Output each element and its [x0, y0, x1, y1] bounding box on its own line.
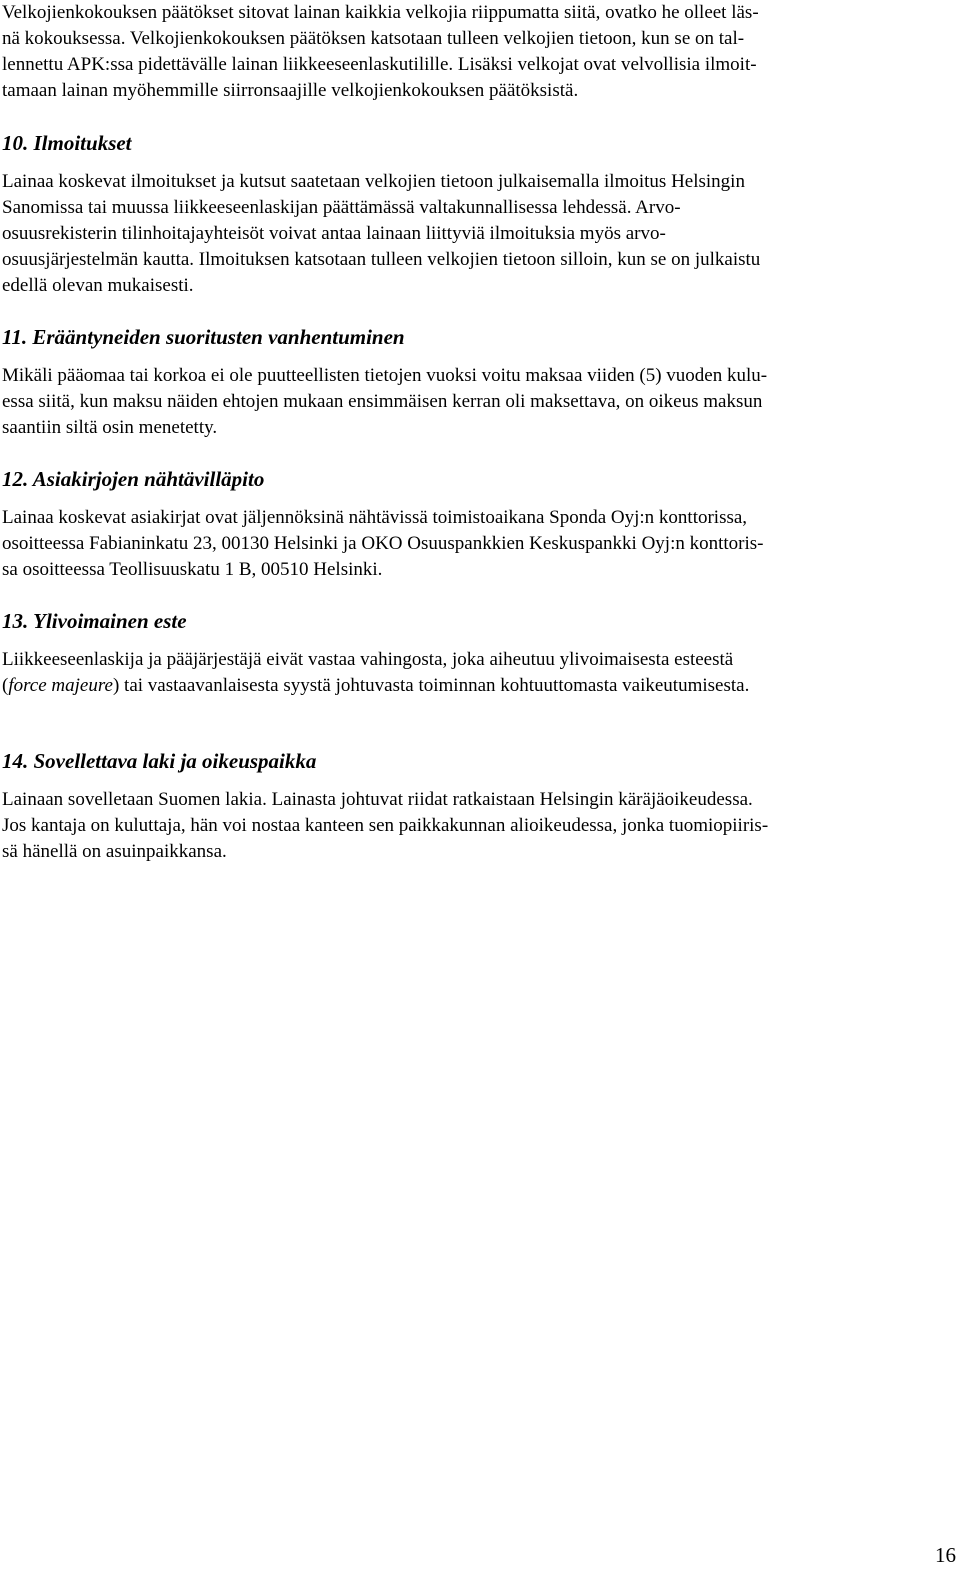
text-line: saantiin siltä osin menetetty. — [2, 417, 218, 438]
section-heading-ilmoitukset: 10. Ilmoitukset — [2, 131, 132, 155]
text-line: nä kokouksessa. Velkojienkokouksen päätöksen katsotaan tulleen velkojien tietoon, kun se on tal- — [2, 28, 745, 49]
text-line: sä hänellä on asuinpaikkansa. — [2, 841, 227, 862]
text-line: Velkojienkokouksen päätökset sitovat lainan kaikkia velkojia riippumatta siitä, ovatko he olleet läs- — [2, 2, 759, 23]
section-paragraph-sovellettava-laki — [2, 787, 954, 865]
section-heading-ylivoimainen-este: 13. Ylivoimainen este — [2, 609, 187, 633]
italic-term-force-majeure: force majeure — [8, 675, 113, 696]
intro-paragraph — [2, 0, 954, 104]
page-number: 16 — [935, 1543, 956, 1567]
text-line: lennettu APK:ssa pidettävälle lainan liikkeeseenlaskutilille. Lisäksi velkojat ovat velvollisia ilmoit- — [2, 54, 757, 75]
text-line: sa osoitteessa Teollisuuskatu 1 B, 00510 Helsinki. — [2, 559, 383, 580]
text-line: osoitteessa Fabianinkatu 23, 00130 Helsinki ja OKO Osuuspankkien Keskuspankki Oyj:n konttoris- — [2, 533, 764, 554]
text-line: Sanomissa tai muussa liikkeeseenlaskijan päättämässä valtakunnallisessa lehdessä. Arvo- — [2, 197, 681, 218]
text-line: Jos kantaja on kuluttaja, hän voi nostaa kanteen sen paikkakunnan alioikeudessa, jonka tuomiopiiris- — [2, 815, 769, 836]
text-line: Mikäli pääomaa tai korkoa ei ole puutteellisten tietojen vuoksi voitu maksaa viiden (5) vuoden kulu- — [2, 365, 768, 386]
section-heading-vanhentuminen: 11. Erääntyneiden suoritusten vanhentuminen — [2, 325, 405, 349]
section-heading-sovellettava-laki: 14. Sovellettava laki ja oikeuspaikka — [2, 749, 317, 773]
text-line: osuusrekisterin tilinhoitajayhteisöt voivat antaa lainaan liittyviä ilmoituksia myös arvo- — [2, 223, 666, 244]
text-line: Lainaan sovelletaan Suomen lakia. Lainasta johtuvat riidat ratkaistaan Helsingin käräjäoikeudessa. — [2, 789, 753, 810]
text-line: osuusjärjestelmän kautta. Ilmoituksen katsotaan tulleen velkojien tietoon silloin, kun se on julkaistu — [2, 249, 761, 270]
text-line: Liikkeeseenlaskija ja pääjärjestäjä eivät vastaa vahingosta, joka aiheutuu ylivoimaisesta esteestä — [2, 649, 734, 670]
document-body — [2, 0, 954, 865]
text-fragment: ( — [2, 675, 9, 696]
text-line: tamaan lainan myöhemmille siirronsaajille velkojienkokouksen päätöksistä. — [2, 80, 579, 101]
section-paragraph-vanhentuminen — [2, 363, 954, 441]
section-paragraph-ylivoimainen-este — [2, 647, 954, 699]
section-paragraph-asiakirjat — [2, 505, 954, 583]
text-line: Lainaa koskevat asiakirjat ovat jäljennöksinä nähtävissä toimistoaikana Sponda Oyj:n konttorissa, — [2, 507, 748, 528]
text-line: edellä olevan mukaisesti. — [2, 275, 194, 296]
text-line: essa siitä, kun maksu näiden ehtojen mukaan ensimmäisen kerran oli maksettava, on oikeus maksun — [2, 391, 763, 412]
section-paragraph-ilmoitukset — [2, 169, 954, 299]
text-fragment: ) tai vastaavanlaisesta syystä johtuvasta toiminnan kohtuuttomasta vaikeutumisesta. — [112, 675, 750, 696]
text-line: Lainaa koskevat ilmoitukset ja kutsut saatetaan velkojien tietoon julkaisemalla ilmoitus Helsingin — [2, 171, 745, 192]
text-line — [2, 673, 954, 699]
section-heading-asiakirjat: 12. Asiakirjojen nähtävilläpito — [2, 467, 265, 491]
